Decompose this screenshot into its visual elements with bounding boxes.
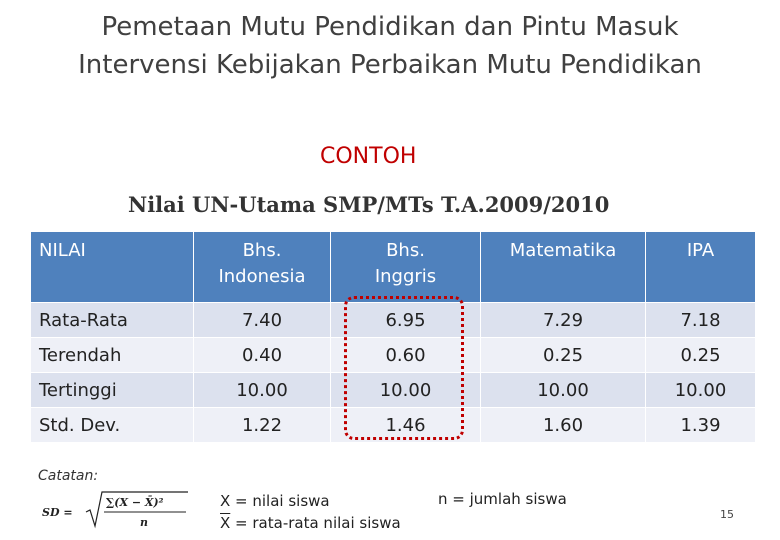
sd-formula bbox=[40, 486, 200, 532]
cell-bhs-inggris: 0.60 bbox=[331, 338, 481, 373]
formula-numerator: ∑(X − X̄)² bbox=[106, 496, 164, 509]
header-bhs-inggris-line1: Bhs. bbox=[386, 240, 425, 261]
cell-ipa: 1.39 bbox=[646, 408, 756, 443]
cell-bhs-inggris: 6.95 bbox=[331, 303, 481, 338]
table-subtitle: Nilai UN-Utama SMP/MTs T.A.2009/2010 bbox=[128, 192, 610, 217]
title-line-1: Pemetaan Mutu Pendidikan dan Pintu Masuk bbox=[101, 12, 679, 42]
cell-bhs-indonesia: 1.22 bbox=[194, 408, 331, 443]
bhs-inggris-highlight bbox=[344, 296, 464, 440]
header-nilai: NILAI bbox=[31, 232, 194, 303]
xbar-definition bbox=[220, 512, 401, 534]
formula-lhs: SD = bbox=[42, 506, 73, 519]
header-bhs-indonesia-line2: Indonesia bbox=[218, 266, 306, 287]
row-label: Std. Dev. bbox=[31, 408, 194, 443]
cell-matematika: 0.25 bbox=[481, 338, 646, 373]
title-line-2: Intervensi Kebijakan Perbaikan Mutu Pendidikan bbox=[78, 50, 702, 80]
cell-bhs-indonesia: 10.00 bbox=[194, 373, 331, 408]
page-number: 15 bbox=[720, 508, 734, 521]
header-bhs-indonesia bbox=[194, 232, 331, 303]
x-definition: X = nilai siswa bbox=[220, 492, 330, 510]
notes-label: Catatan: bbox=[38, 468, 99, 484]
cell-ipa: 7.18 bbox=[646, 303, 756, 338]
slide-title bbox=[0, 8, 780, 84]
n-definition: n = jumlah siswa bbox=[438, 490, 567, 508]
cell-bhs-inggris: 10.00 bbox=[331, 373, 481, 408]
cell-ipa: 0.25 bbox=[646, 338, 756, 373]
row-label: Terendah bbox=[31, 338, 194, 373]
header-bhs-indonesia-line1: Bhs. bbox=[242, 240, 282, 261]
xbar-text: = rata-rata nilai siswa bbox=[230, 514, 401, 532]
xbar-symbol: $\overline{X}$ bbox=[220, 514, 231, 532]
cell-matematika: 1.60 bbox=[481, 408, 646, 443]
header-matematika: Matematika bbox=[481, 232, 646, 303]
header-bhs-inggris bbox=[331, 232, 481, 303]
cell-bhs-indonesia: 0.40 bbox=[194, 338, 331, 373]
variable-definitions bbox=[220, 490, 401, 534]
cell-matematika: 7.29 bbox=[481, 303, 646, 338]
row-label: Rata-Rata bbox=[31, 303, 194, 338]
contoh-label: CONTOH bbox=[320, 144, 417, 169]
row-label: Tertinggi bbox=[31, 373, 194, 408]
formula-denominator: n bbox=[140, 516, 148, 529]
cell-ipa: 10.00 bbox=[646, 373, 756, 408]
cell-bhs-inggris: 1.46 bbox=[331, 408, 481, 443]
cell-bhs-indonesia: 7.40 bbox=[194, 303, 331, 338]
cell-matematika: 10.00 bbox=[481, 373, 646, 408]
header-ipa: IPA bbox=[646, 232, 756, 303]
table-header-row bbox=[31, 232, 756, 303]
header-bhs-inggris-line2: Inggris bbox=[374, 266, 437, 287]
